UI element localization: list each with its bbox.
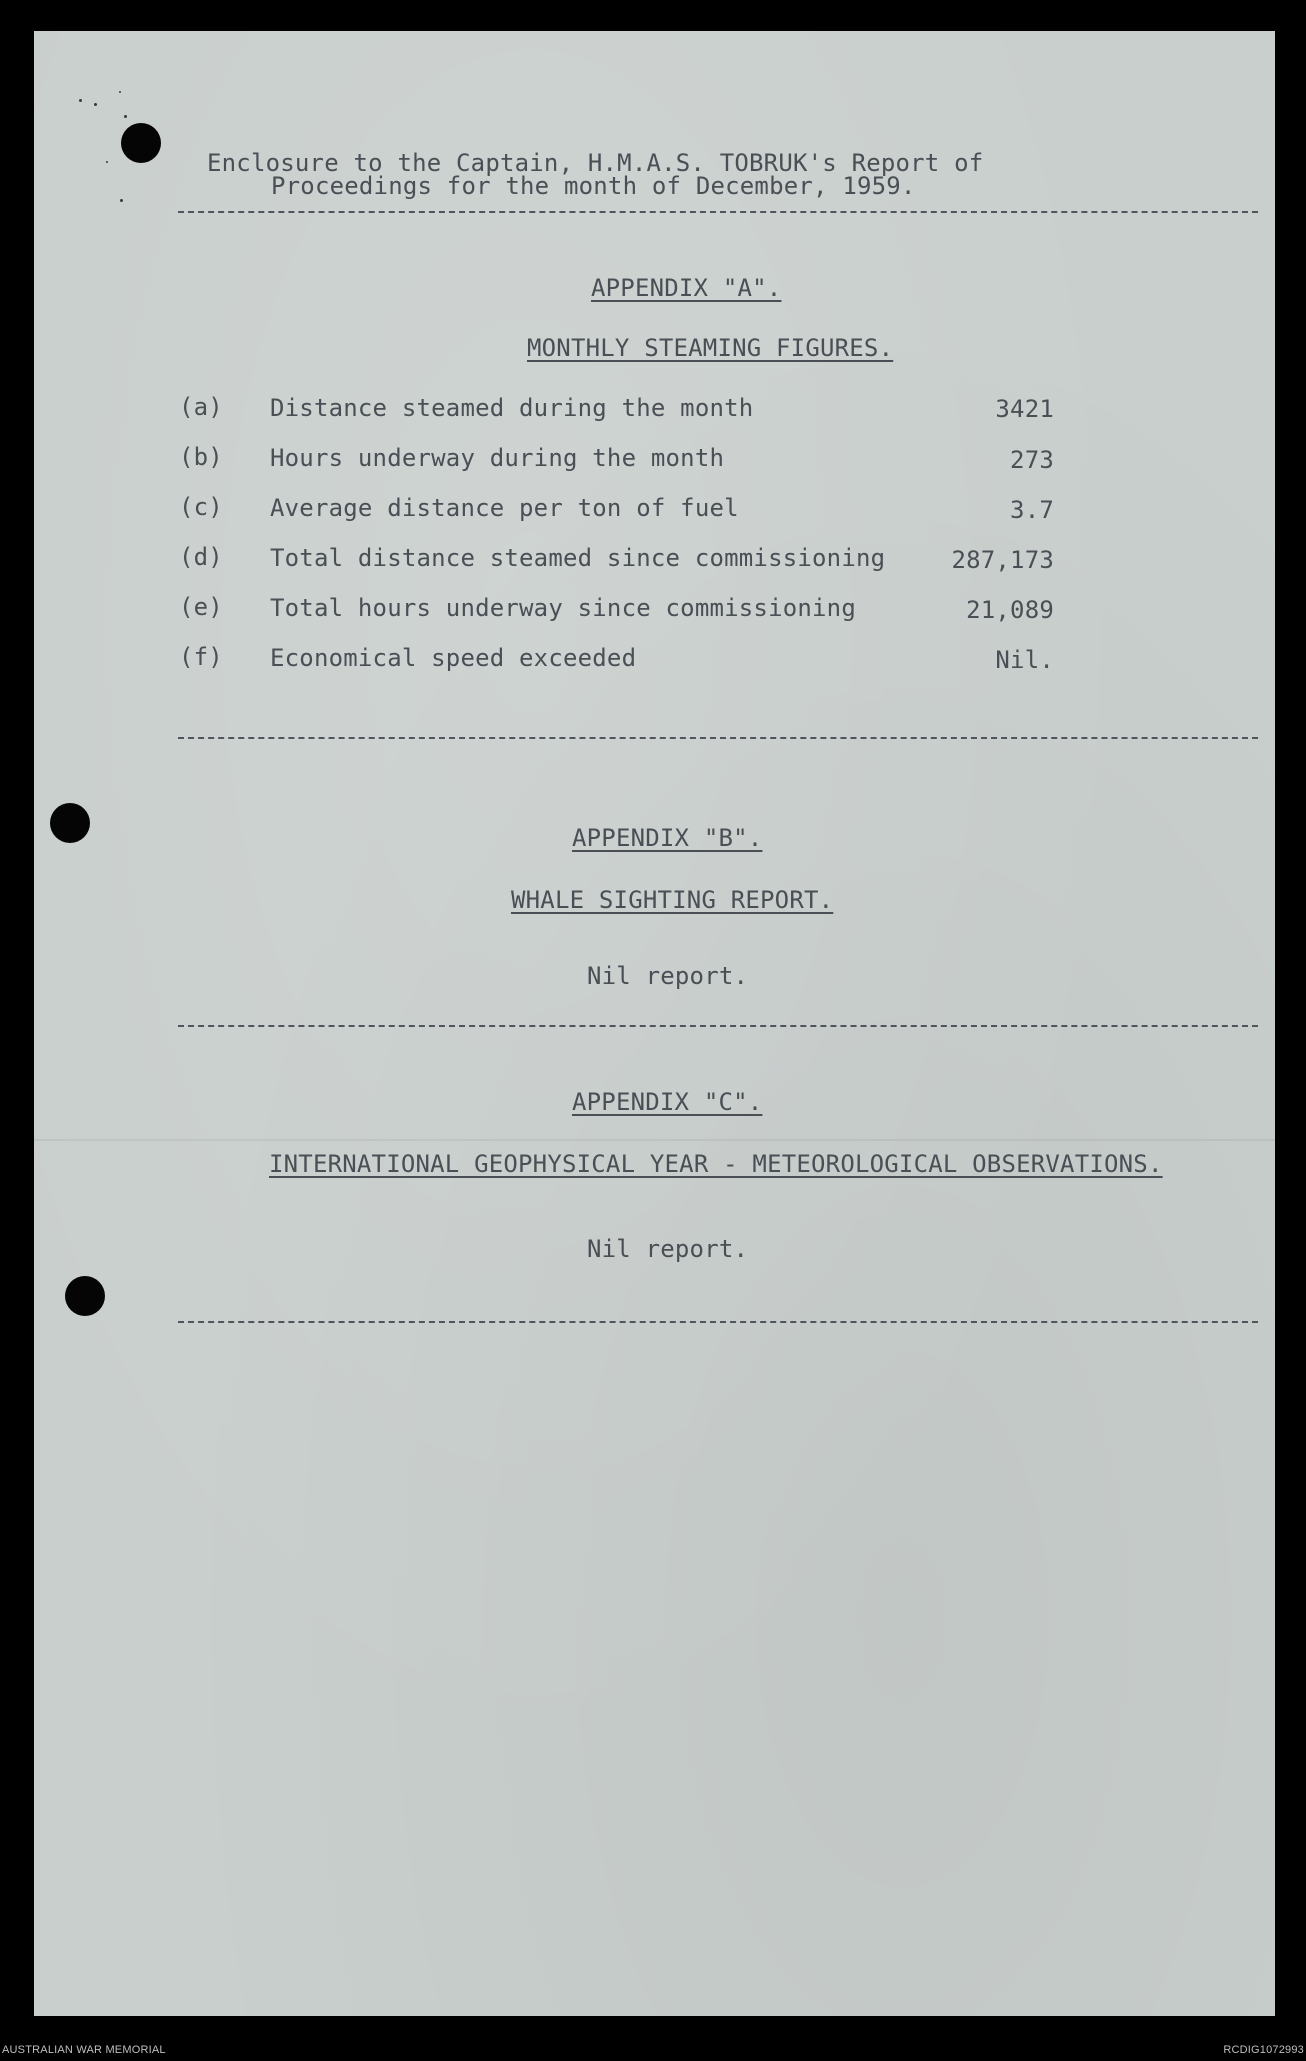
row-label: Hours underway during the month bbox=[270, 444, 725, 472]
appendix-c-body: Nil report. bbox=[587, 1235, 749, 1263]
row-letter: (d) bbox=[179, 543, 223, 571]
appendix-b-subtitle: WHALE SIGHTING REPORT. bbox=[511, 886, 834, 914]
document-page bbox=[34, 31, 1275, 2016]
row-label: Economical speed exceeded bbox=[270, 644, 637, 672]
footer-record-id: RCDIG1072993 bbox=[1223, 2044, 1304, 2056]
row-value: 3.7 bbox=[1010, 496, 1054, 524]
row-value: Nil. bbox=[995, 646, 1054, 674]
punch-hole bbox=[65, 1276, 105, 1316]
divider bbox=[178, 1321, 1258, 1323]
divider bbox=[178, 211, 1258, 213]
appendix-a-title: APPENDIX "A". bbox=[591, 274, 782, 302]
paper-fold bbox=[34, 1139, 1275, 1141]
row-letter: (e) bbox=[179, 593, 223, 621]
appendix-c-subtitle: INTERNATIONAL GEOPHYSICAL YEAR - METEOROLOGICAL OBSERVATIONS. bbox=[269, 1150, 1163, 1178]
appendix-b-title: APPENDIX "B". bbox=[572, 824, 763, 852]
footer-institution: AUSTRALIAN WAR MEMORIAL bbox=[2, 2044, 166, 2056]
appendix-c-title: APPENDIX "C". bbox=[572, 1088, 763, 1116]
row-value: 287,173 bbox=[951, 546, 1054, 574]
row-value: 273 bbox=[1010, 446, 1054, 474]
punch-hole bbox=[50, 803, 90, 843]
row-letter: (a) bbox=[179, 393, 223, 421]
row-label: Total hours underway since commissioning bbox=[270, 594, 856, 622]
row-label: Total distance steamed since commissioning bbox=[270, 544, 886, 572]
row-label: Distance steamed during the month bbox=[270, 394, 754, 422]
divider bbox=[178, 737, 1258, 739]
row-value: 3421 bbox=[995, 395, 1054, 423]
row-letter: (b) bbox=[179, 443, 223, 471]
punch-hole bbox=[121, 123, 161, 163]
appendix-a-subtitle: MONTHLY STEAMING FIGURES. bbox=[527, 334, 894, 362]
header-line-1: Enclosure to the Captain, H.M.A.S. TOBRUK's Report of bbox=[207, 149, 984, 177]
row-label: Average distance per ton of fuel bbox=[270, 494, 739, 522]
row-value: 21,089 bbox=[966, 596, 1054, 624]
row-letter: (f) bbox=[179, 643, 223, 671]
header-line-2: Proceedings for the month of December, 1959. bbox=[271, 172, 916, 200]
row-letter: (c) bbox=[179, 493, 223, 521]
divider bbox=[178, 1025, 1258, 1027]
appendix-b-body: Nil report. bbox=[587, 962, 749, 990]
